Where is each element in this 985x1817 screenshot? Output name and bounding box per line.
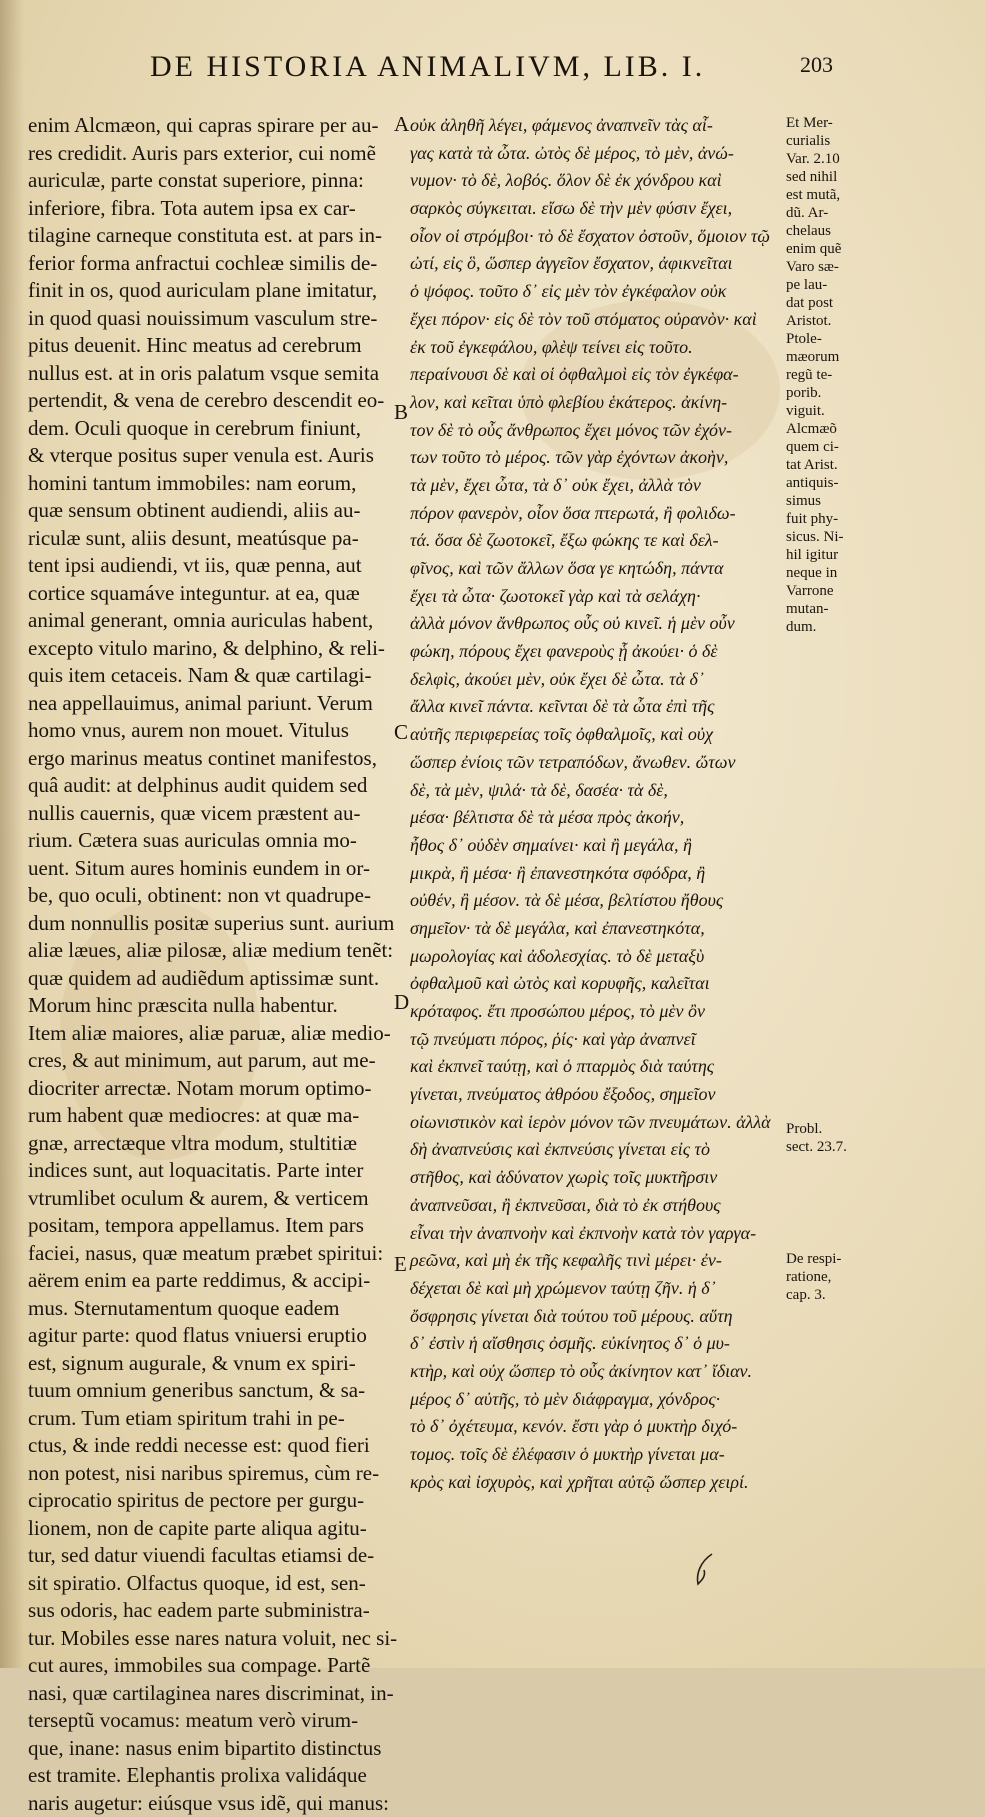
latin-text-line: tilagine carneque constituta est. at pars in- (28, 222, 392, 250)
margin-note-varro (786, 114, 866, 636)
latin-text-line: tur. Mobiles esse nares natura voluit, nec si- (28, 1625, 392, 1653)
section-letter-a: A (394, 112, 409, 137)
latin-text-line: rium. Cætera suas auriculas omnia mo- (28, 827, 392, 855)
greek-text-line: νυμον· τὸ δὲ, λοβός. ὅλον δὲ ἐκ χόνδρου καὶ (410, 167, 782, 195)
greek-text-line: των τοῦτο τὸ μέρος. τῶν γὰρ ἐχόντων ἀκοὴν, (410, 444, 782, 472)
margin-note-line: quem ci- (786, 438, 866, 456)
greek-text-line: τον δὲ τὸ οὖς ἄνθρωπος ἔχει μόνος τῶν ἐχόν- (410, 417, 782, 445)
margin-note-line: Aristot. (786, 312, 866, 330)
greek-text-line: μικρὰ, ἢ μέσα· ἢ ἐπανεστηκότα σφόδρα, ἢ (410, 860, 782, 888)
margin-note-line: est mutã, (786, 186, 866, 204)
margin-note-line: mæorum (786, 348, 866, 366)
latin-text-line: dum nonnullis positæ superius sunt. aurium (28, 910, 392, 938)
latin-text-line: quis item cetaceis. Nam & quæ cartilagi- (28, 662, 392, 690)
latin-text-line: naris augetur: eiúsque vsus idẽ, qui manus: (28, 1790, 392, 1817)
page-edge-shadow (0, 0, 24, 1668)
latin-text-line: auriculæ, parte constat superiore, pinna: (28, 167, 392, 195)
latin-text-line: diocriter arrectæ. Notam morum optimo- (28, 1075, 392, 1103)
latin-text-line: ctus, & inde reddi necesse est: quod fieri (28, 1432, 392, 1460)
latin-text-line: vtrumlibet oculum & aurem, & verticem (28, 1185, 392, 1213)
latin-text-line: in quod quasi nouissimum vasculum stre- (28, 305, 392, 333)
greek-text-line: ἔχει τὰ ὦτα· ζωοτοκεῖ γὰρ καὶ τὰ σελάχη· (410, 583, 782, 611)
margin-note-line: Varrone (786, 582, 866, 600)
greek-text-line: ἔχει πόρον· εἰς δὲ τὸν τοῦ στόματος οὐρανὸν· καὶ (410, 306, 782, 334)
margin-note-line: sicus. Ni- (786, 528, 866, 546)
section-letter-c: C (394, 720, 408, 745)
latin-text-line: aliæ læues, aliæ pilosæ, aliæ medium tenẽt: (28, 937, 392, 965)
greek-text-line: δ᾽ ἐστὶν ἡ αἴσθησις ὀσμῆς. εὐκίνητος δ᾽ ὁ μυ- (410, 1330, 782, 1358)
greek-text-line: ὀφθαλμοῦ καὶ ὠτὸς καὶ κορυφῆς, καλεῖται (410, 970, 782, 998)
latin-text-line: tur, sed datur viuendi facultas etiamsi de- (28, 1542, 392, 1570)
latin-text-line: ciprocatio spiritus de pectore per gurgu- (28, 1487, 392, 1515)
latin-text-line: dem. Oculi quoque in cerebrum finiunt, (28, 415, 392, 443)
margin-note-line: dum. (786, 618, 866, 636)
margin-note-line: Alcmæõ (786, 420, 866, 438)
latin-text-line: finit in os, quod auriculam plane imitatur, (28, 277, 392, 305)
greek-text-line: μέρος δ᾽ αὐτῆς, τὸ μὲν διάφραγμα, χόνδρος· (410, 1386, 782, 1414)
margin-note-line: enim quẽ (786, 240, 866, 258)
greek-text-line: τὸ δ᾽ ὀχέτευμα, κενόν. ἔστι γὰρ ὁ μυκτὴρ διχό- (410, 1413, 782, 1441)
latin-text-line: homini tantum immobiles: nam eorum, (28, 470, 392, 498)
greek-text-line: μωρολογίας καὶ ἀδολεσχίας. τὸ δὲ μεταξὺ (410, 943, 782, 971)
latin-text-line: quâ audit: at delphinus audit quidem sed (28, 772, 392, 800)
greek-text-line: ὁ ψόφος. τοῦτο δ᾽ εἰς μὲν τὸν ἐγκέφαλον οὐκ (410, 278, 782, 306)
latin-text-column (28, 112, 392, 1817)
margin-note-line: Et Mer- (786, 114, 866, 132)
latin-text-line: tent ipsi audiendi, vt iis, quæ penna, aut (28, 552, 392, 580)
greek-text-line: ἄλλα κινεῖ πάντα. κεῖνται δὲ τὰ ὦτα ἐπὶ τῆς (410, 693, 782, 721)
greek-text-line: γίνεται, πνεύματος ἀθρόου ἔξοδος, σημεῖον (410, 1081, 782, 1109)
latin-text-line: riculæ sunt, aliis desunt, meatúsque pa- (28, 525, 392, 553)
margin-note-line: porib. (786, 384, 866, 402)
latin-text-line: ferior forma anfractui cochleæ similis de- (28, 250, 392, 278)
greek-text-line: ἐκ τοῦ ἐγκεφάλου, φλὲψ τείνει εἰς τοῦτο. (410, 334, 782, 362)
greek-text-line: εἶναι τὴν ἀναπνοὴν καὶ ἐκπνοὴν κατὰ τὸν γαργα- (410, 1220, 782, 1248)
margin-note-line: sect. 23.7. (786, 1138, 866, 1156)
latin-text-line: quæ quidem ad audiẽdum aptissimæ sunt. (28, 965, 392, 993)
latin-text-line: aërem enim ea parte reddimus, & accipi- (28, 1267, 392, 1295)
margin-note-line: antiquis- (786, 474, 866, 492)
greek-text-line: γας κατὰ τὰ ὦτα. ὠτὸς δὲ μέρος, τὸ μὲν, ἀνώ- (410, 140, 782, 168)
margin-note-line: regũ te- (786, 366, 866, 384)
latin-text-line: homo vnus, aurem non mouet. Vitulus (28, 717, 392, 745)
latin-text-line: cut aures, immobiles sua compage. Partẽ (28, 1652, 392, 1680)
latin-text-line: Item aliæ maiores, aliæ paruæ, aliæ medio- (28, 1020, 392, 1048)
latin-text-line: que, inane: nasus enim bipartito distinctus (28, 1735, 392, 1763)
greek-text-line: λον, καὶ κεῖται ὑπὸ φλεβίου ἑκάτερος. ἀκίνη- (410, 389, 782, 417)
running-head: DE HISTORIA ANIMALIVM, LIB. I. (150, 50, 820, 84)
section-letter-d: D (394, 990, 409, 1015)
greek-text-line: ἦθος δ᾽ οὐδὲν σημαίνει· καὶ ἢ μεγάλα, ἢ (410, 832, 782, 860)
greek-text-line: οὐθέν, ἢ μέσον. τὰ δὲ μέσα, βελτίστου ἤθους (410, 887, 782, 915)
greek-text-line: αὐτῆς περιφερείας τοῖς ὀφθαλμοῖς, καὶ οὐχ (410, 721, 782, 749)
latin-text-line: nullus est. at in oris palatum vsque semita (28, 360, 392, 388)
greek-text-line: μέσα· βέλτιστα δὲ τὰ μέσα πρὸς ἀκοήν, (410, 804, 782, 832)
latin-text-line: animal generant, omnia auriculas habent, (28, 607, 392, 635)
margin-note-line: Ptole- (786, 330, 866, 348)
latin-text-line: uent. Situm aures hominis eundem in or- (28, 855, 392, 883)
margin-note-line: curialis (786, 132, 866, 150)
greek-text-line: τῷ πνεύματι πόρος, ῥίς· καὶ γὰρ ἀναπνεῖ (410, 1026, 782, 1054)
greek-text-line: σημεῖον· τὰ δὲ μεγάλα, καὶ ἐπανεστηκότα, (410, 915, 782, 943)
latin-text-line: res credidit. Auris pars exterior, cui nomẽ (28, 140, 392, 168)
latin-text-line: est, signum augurale, & vnum ex spiri- (28, 1350, 392, 1378)
greek-text-line: φώκη, πόρους ἔχει φανεροὺς ᾗ ἀκούει· ὁ δὲ (410, 638, 782, 666)
margin-note-line: chelaus (786, 222, 866, 240)
greek-text-line: τὰ μὲν, ἔχει ὦτα, τὰ δ᾽ οὐκ ἔχει, ἀλλὰ τὸν (410, 472, 782, 500)
margin-note-line: dat post (786, 294, 866, 312)
greek-text-line: στῆθος, καὶ ἀδύνατον χωρὶς τοῖς μυκτῆρσιν (410, 1164, 782, 1192)
latin-text-line: gnæ, arrectæque vltra modum, stultitiæ (28, 1130, 392, 1158)
margin-note-respiration (786, 1250, 866, 1304)
latin-text-line: mus. Sternutamentum quoque eadem (28, 1295, 392, 1323)
section-letter-b: B (394, 400, 408, 425)
greek-text-line: κτὴρ, καὶ οὐχ ὥσπερ τὸ οὖς ἀκίνητον κατ᾽ ἴδιαν. (410, 1358, 782, 1386)
latin-text-line: pertendit, & vena de cerebro descendit eo- (28, 387, 392, 415)
latin-text-line: agitur parte: quod flatus vniuersi eruptio (28, 1322, 392, 1350)
greek-text-line: οἰωνιστικὸν καὶ ἱερὸν μόνον τῶν πνευμάτων. ἀλλὰ (410, 1109, 782, 1137)
latin-text-line: enim Alcmæon, qui capras spirare per au- (28, 112, 392, 140)
greek-text-line: οὐκ ἀληθῆ λέγει, φάμενος ἀναπνεῖν τὰς αἶ- (410, 112, 782, 140)
page-number: 203 (800, 52, 833, 78)
greek-text-line: κρόταφος. ἔτι προσώπου μέρος, τὸ μὲν ὂν (410, 998, 782, 1026)
latin-text-line: & vterque positus super venula est. Auris (28, 442, 392, 470)
greek-text-line: τομος. τοῖς δὲ ἐλέφασιν ὁ μυκτὴρ γίνεται μα- (410, 1441, 782, 1469)
latin-text-line: terseptũ vocamus: meatum verò virum- (28, 1707, 392, 1735)
latin-text-line: ergo marinus meatus continet manifestos, (28, 745, 392, 773)
greek-text-line: δελφὶς, ἀκούει μὲν, οὐκ ἔχει δὲ ὦτα. τὰ δ᾽ (410, 666, 782, 694)
latin-text-line: be, quo oculi, obtinent: non vt quadrupe- (28, 882, 392, 910)
latin-text-line: cortice squamáve integuntur. at ea, quæ (28, 580, 392, 608)
margin-note-line: fuit phy- (786, 510, 866, 528)
margin-note-line: tat Arist. (786, 456, 866, 474)
greek-text-line: δὴ ἀναπνεύσις καὶ ἐκπνεύσις γίνεται εἰς τὸ (410, 1136, 782, 1164)
margin-note-line: neque in (786, 564, 866, 582)
greek-text-line: ὠτί, εἰς ὃ, ὥσπερ ἀγγεῖον ἔσχατον, ἀφικνεῖται (410, 250, 782, 278)
latin-text-line: pitus deuenit. Hinc meatus ad cerebrum (28, 332, 392, 360)
latin-text-line: positam, tempora appellamus. Item pars (28, 1212, 392, 1240)
greek-text-line: τά. ὅσα δὲ ζωοτοκεῖ, ἔξω φώκης τε καὶ δελ- (410, 527, 782, 555)
latin-text-line: inferiore, fibra. Tota autem ipsa ex car- (28, 195, 392, 223)
latin-text-line: crum. Tum etiam spiritum trahi in pe- (28, 1405, 392, 1433)
latin-text-line: tuum omnium generibus sanctum, & sa- (28, 1377, 392, 1405)
pen-mark (690, 1550, 720, 1590)
section-letter-e: E (394, 1252, 407, 1277)
greek-text-line: δέχεται δὲ καὶ μὴ χρώμενον ταύτῃ ζῆν. ἡ δ᾽ (410, 1275, 782, 1303)
latin-text-line: indices sunt, aut loquacitatis. Parte inter (28, 1157, 392, 1185)
greek-text-line: περαίνουσι δὲ καὶ οἱ ὀφθαλμοὶ εἰς τὸν ἐγκέφα- (410, 361, 782, 389)
margin-note-line: pe lau- (786, 276, 866, 294)
latin-text-line: nasi, quæ cartilaginea nares discriminat, in- (28, 1680, 392, 1708)
margin-note-line: viguit. (786, 402, 866, 420)
greek-text-line: δὲ, τὰ μὲν, ψιλά· τὰ δὲ, δασέα· τὰ δὲ, (410, 777, 782, 805)
greek-text-line: σαρκὸς σύγκειται. εἴσω δὲ τὴν μὲν φύσιν ἔχει, (410, 195, 782, 223)
greek-text-line: ρεῶνα, καὶ μὴ ἐκ τῆς κεφαλῆς τινὶ μέρει· ἐν- (410, 1247, 782, 1275)
latin-text-line: excepto vitulo marino, & delphino, & reli- (28, 635, 392, 663)
latin-text-line: est tramite. Elephantis prolixa validáque (28, 1762, 392, 1790)
greek-text-line: κρὸς καὶ ἰσχυρὸς, καὶ χρῆται αὐτῷ ὥσπερ χειρί. (410, 1469, 782, 1497)
margin-note-line: De respi- (786, 1250, 866, 1268)
latin-text-line: lionem, non de capite parte aliqua agitu- (28, 1515, 392, 1543)
greek-text-line: ὄσφρησις γίνεται διὰ τούτου τοῦ μέρους. αὕτη (410, 1303, 782, 1331)
margin-note-line: Varo sæ- (786, 258, 866, 276)
greek-text-line: ἀλλὰ μόνον ἄνθρωπος οὖς οὐ κινεῖ. ἡ μὲν οὖν (410, 610, 782, 638)
latin-text-line: Morum hinc præscita nulla habentur. (28, 992, 392, 1020)
margin-note-line: Probl. (786, 1120, 866, 1138)
greek-text-line: ἀναπνεῦσαι, ἢ ἐκπνεῦσαι, διὰ τὸ ἐκ στήθους (410, 1192, 782, 1220)
greek-text-line: οἷον οἱ στρόμβοι· τὸ δὲ ἔσχατον ὀστοῦν, ὅμοιον τῷ (410, 223, 782, 251)
margin-note-line: simus (786, 492, 866, 510)
latin-text-line: rum habent quæ mediocres: at quæ ma- (28, 1102, 392, 1130)
latin-text-line: faciei, nasus, quæ meatum præbet spiritui: (28, 1240, 392, 1268)
greek-text-column (410, 112, 782, 1496)
latin-text-line: quæ sensum obtinent audiendi, aliis au- (28, 497, 392, 525)
latin-text-line: cres, & aut minimum, aut parum, aut me- (28, 1047, 392, 1075)
greek-text-line: φῖνος, καὶ τῶν ἄλλων ὅσα γε κητώδη, πάντα (410, 555, 782, 583)
margin-note-line: sed nihil (786, 168, 866, 186)
margin-note-problems (786, 1120, 866, 1156)
greek-text-line: πόρον φανερὸν, οἷον ὅσα πτερωτά, ἢ φολιδω- (410, 500, 782, 528)
margin-note-line: ratione, (786, 1268, 866, 1286)
margin-note-line: dũ. Ar- (786, 204, 866, 222)
latin-text-line: nea appellauimus, animal pariunt. Verum (28, 690, 392, 718)
margin-note-line: Var. 2.10 (786, 150, 866, 168)
latin-text-line: sus odoris, hac eadem parte subministra- (28, 1597, 392, 1625)
margin-note-line: cap. 3. (786, 1286, 866, 1304)
latin-text-line: nullis cauernis, quæ vicem præstent au- (28, 800, 392, 828)
latin-text-line: non potest, nisi naribus spiremus, cùm re- (28, 1460, 392, 1488)
margin-note-line: hil igitur (786, 546, 866, 564)
greek-text-line: καὶ ἐκπνεῖ ταύτῃ, καὶ ὁ πταρμὸς διὰ ταύτης (410, 1053, 782, 1081)
margin-note-line: mutan- (786, 600, 866, 618)
latin-text-line: sit spiratio. Olfactus quoque, id est, sen- (28, 1570, 392, 1598)
greek-text-line: ὥσπερ ἐνίοις τῶν τετραπόδων, ἄνωθεν. ὤτων (410, 749, 782, 777)
